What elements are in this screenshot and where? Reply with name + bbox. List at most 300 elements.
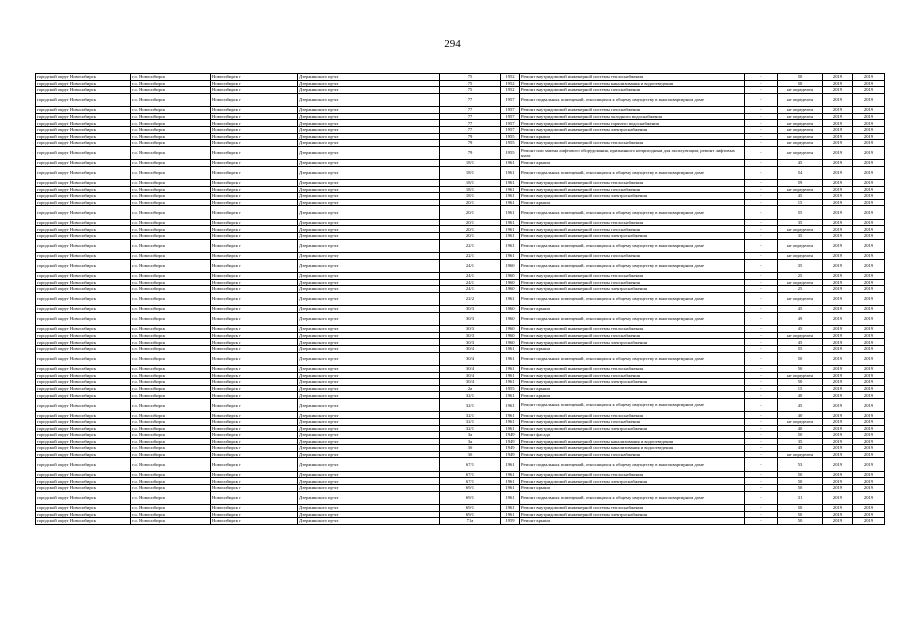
start-year-cell: 2019 [823, 412, 853, 419]
district-cell: городской округ Новосибирск [36, 253, 131, 260]
start-year-cell: 2019 [823, 180, 853, 187]
area-cell: - [745, 451, 778, 458]
end-year-cell: 2019 [853, 412, 885, 419]
build-year-cell: 1955 [501, 385, 520, 392]
table-row [36, 352, 885, 365]
cost-cell: 40 [778, 392, 823, 399]
area-cell: - [745, 392, 778, 399]
work-type-cell: Ремонт крыши [520, 345, 745, 352]
settlement-cell: г.о. Новосибирск [131, 239, 211, 252]
house-number-cell: 75 [440, 80, 501, 87]
district-cell: городской округ Новосибирск [36, 120, 131, 127]
district-cell: городской округ Новосибирск [36, 292, 131, 305]
table-row [36, 425, 885, 432]
start-year-cell: 2019 [823, 259, 853, 272]
street-cell: Дзержинского пр-кт [298, 412, 440, 419]
build-year-cell: 1961 [501, 166, 520, 179]
work-type-cell: Ремонт или замена лифтового оборудования, признанного непригодным для эксплуатации, ремонт лифтовых шахт [520, 146, 745, 159]
settlement-cell: г.о. Новосибирск [131, 180, 211, 187]
settlement-cell: г.о. Новосибирск [131, 511, 211, 518]
settlement-cell: г.о. Новосибирск [131, 458, 211, 471]
build-year-cell: 1949 [501, 451, 520, 458]
district-cell: городской округ Новосибирск [36, 74, 131, 81]
settlement-cell: г.о. Новосибирск [131, 505, 211, 512]
area-cell: - [745, 339, 778, 346]
district-cell: городской округ Новосибирск [36, 379, 131, 386]
end-year-cell: 2019 [853, 505, 885, 512]
city-cell: Новосибирск г [211, 146, 298, 159]
start-year-cell: 2019 [823, 113, 853, 120]
area-cell: - [745, 491, 778, 504]
end-year-cell: 2019 [853, 160, 885, 167]
settlement-cell: г.о. Новосибирск [131, 432, 211, 439]
area-cell: - [745, 87, 778, 94]
work-type-cell: Ремонт внутридомовой инженерной системы газоснабжения [520, 372, 745, 379]
area-cell: - [745, 478, 778, 485]
city-cell: Новосибирск г [211, 279, 298, 286]
city-cell: Новосибирск г [211, 412, 298, 419]
house-number-cell: 32/1 [440, 412, 501, 419]
city-cell: Новосибирск г [211, 398, 298, 411]
work-type-cell: Ремонт внутридомовой инженерной системы электроснабжения [520, 379, 745, 386]
district-cell: городской округ Новосибирск [36, 332, 131, 339]
area-cell: - [745, 193, 778, 200]
start-year-cell: 2019 [823, 392, 853, 399]
build-year-cell: 1957 [501, 126, 520, 133]
settlement-cell: г.о. Новосибирск [131, 485, 211, 492]
district-cell: городской округ Новосибирск [36, 146, 131, 159]
work-type-cell: Ремонт внутридомовой инженерной системы электроснабжения [520, 126, 745, 133]
street-cell: Дзержинского пр-кт [298, 398, 440, 411]
end-year-cell: 2019 [853, 445, 885, 452]
city-cell: Новосибирск г [211, 518, 298, 525]
area-cell: - [745, 239, 778, 252]
house-number-cell: 71а [440, 518, 501, 525]
district-cell: городской округ Новосибирск [36, 425, 131, 432]
table-row [36, 239, 885, 252]
start-year-cell: 2019 [823, 425, 853, 432]
table-row [36, 451, 885, 458]
start-year-cell: 2019 [823, 233, 853, 240]
start-year-cell: 2019 [823, 193, 853, 200]
street-cell: Дзержинского пр-кт [298, 126, 440, 133]
end-year-cell: 2019 [853, 345, 885, 352]
end-year-cell: 2019 [853, 107, 885, 114]
settlement-cell: г.о. Новосибирск [131, 259, 211, 272]
house-number-cell: 77 [440, 113, 501, 120]
end-year-cell: 2019 [853, 259, 885, 272]
city-cell: Новосибирск г [211, 385, 298, 392]
district-cell: городской округ Новосибирск [36, 385, 131, 392]
city-cell: Новосибирск г [211, 126, 298, 133]
end-year-cell: 2019 [853, 332, 885, 339]
start-year-cell: 2019 [823, 491, 853, 504]
cost-cell: не определен [778, 126, 823, 133]
area-cell: - [745, 412, 778, 419]
city-cell: Новосибирск г [211, 133, 298, 140]
table-row [36, 345, 885, 352]
work-type-cell: Ремонт крыши [520, 392, 745, 399]
city-cell: Новосибирск г [211, 345, 298, 352]
cost-cell: не определен [778, 292, 823, 305]
cost-cell: 50 [778, 511, 823, 518]
settlement-cell: г.о. Новосибирск [131, 146, 211, 159]
street-cell: Дзержинского пр-кт [298, 199, 440, 206]
street-cell: Дзержинского пр-кт [298, 518, 440, 525]
build-year-cell: 1961 [501, 345, 520, 352]
district-cell: городской округ Новосибирск [36, 326, 131, 333]
work-type-cell: Ремонт внутридомовой инженерной системы теплоснабжения [520, 140, 745, 147]
start-year-cell: 2019 [823, 485, 853, 492]
house-number-cell: 79 [440, 133, 501, 140]
city-cell: Новосибирск г [211, 233, 298, 240]
start-year-cell: 2019 [823, 166, 853, 179]
cost-cell: 45 [778, 398, 823, 411]
page-number: 294 [444, 38, 461, 50]
settlement-cell: г.о. Новосибирск [131, 518, 211, 525]
street-cell: Дзержинского пр-кт [298, 206, 440, 219]
settlement-cell: г.о. Новосибирск [131, 93, 211, 106]
table-row [36, 379, 885, 386]
cost-cell: не определен [778, 239, 823, 252]
end-year-cell: 2019 [853, 292, 885, 305]
city-cell: Новосибирск г [211, 140, 298, 147]
build-year-cell: 1955 [501, 140, 520, 147]
street-cell: Дзержинского пр-кт [298, 253, 440, 260]
cost-cell: не определен [778, 87, 823, 94]
city-cell: Новосибирск г [211, 120, 298, 127]
end-year-cell: 2019 [853, 166, 885, 179]
city-cell: Новосибирск г [211, 379, 298, 386]
city-cell: Новосибирск г [211, 93, 298, 106]
work-type-cell: Ремонт подвальных помещений, относящихся к общему имуществу в многоквартирном доме [520, 312, 745, 325]
settlement-cell: г.о. Новосибирск [131, 332, 211, 339]
work-type-cell: Ремонт внутридомовой инженерной системы теплоснабжения [520, 505, 745, 512]
work-type-cell: Ремонт крыши [520, 485, 745, 492]
settlement-cell: г.о. Новосибирск [131, 80, 211, 87]
house-number-cell: 79 [440, 140, 501, 147]
house-number-cell: 22/2 [440, 292, 501, 305]
table-row [36, 365, 885, 372]
end-year-cell: 2019 [853, 120, 885, 127]
cost-cell: не определен [778, 332, 823, 339]
district-cell: городской округ Новосибирск [36, 193, 131, 200]
table-row [36, 339, 885, 346]
table-row [36, 146, 885, 159]
table-row [36, 398, 885, 411]
start-year-cell: 2019 [823, 126, 853, 133]
area-cell: - [745, 292, 778, 305]
street-cell: Дзержинского пр-кт [298, 432, 440, 439]
house-number-cell: 67/1 [440, 458, 501, 471]
area-cell: - [745, 365, 778, 372]
district-cell: городской округ Новосибирск [36, 273, 131, 280]
area-cell: - [745, 511, 778, 518]
settlement-cell: г.о. Новосибирск [131, 412, 211, 419]
end-year-cell: 2019 [853, 485, 885, 492]
build-year-cell: 1952 [501, 80, 520, 87]
start-year-cell: 2019 [823, 93, 853, 106]
build-year-cell: 1960 [501, 259, 520, 272]
end-year-cell: 2019 [853, 126, 885, 133]
start-year-cell: 2019 [823, 458, 853, 471]
start-year-cell: 2019 [823, 206, 853, 219]
area-cell: - [745, 206, 778, 219]
start-year-cell: 2019 [823, 107, 853, 114]
table-row [36, 438, 885, 445]
build-year-cell: 1960 [501, 306, 520, 313]
area-cell: - [745, 425, 778, 432]
district-cell: городской округ Новосибирск [36, 199, 131, 206]
street-cell: Дзержинского пр-кт [298, 120, 440, 127]
house-number-cell: 2а [440, 385, 501, 392]
settlement-cell: г.о. Новосибирск [131, 166, 211, 179]
build-year-cell: 1961 [501, 398, 520, 411]
house-number-cell: 30/3 [440, 326, 501, 333]
area-cell: - [745, 286, 778, 293]
work-type-cell: Ремонт подвальных помещений, относящихся к общему имуществу в многоквартирном доме [520, 206, 745, 219]
build-year-cell: 1961 [501, 292, 520, 305]
end-year-cell: 2019 [853, 471, 885, 478]
start-year-cell: 2019 [823, 451, 853, 458]
cost-cell: не определен [778, 93, 823, 106]
work-type-cell: Ремонт внутридомовой инженерной системы электроснабжения [520, 286, 745, 293]
settlement-cell: г.о. Новосибирск [131, 392, 211, 399]
end-year-cell: 2019 [853, 458, 885, 471]
cost-cell: 40 [778, 425, 823, 432]
settlement-cell: г.о. Новосибирск [131, 74, 211, 81]
city-cell: Новосибирск г [211, 438, 298, 445]
table-row [36, 412, 885, 419]
start-year-cell: 2019 [823, 239, 853, 252]
table-row [36, 199, 885, 206]
end-year-cell: 2019 [853, 74, 885, 81]
end-year-cell: 2019 [853, 206, 885, 219]
table-row [36, 93, 885, 106]
house-number-cell: 18/1 [440, 166, 501, 179]
city-cell: Новосибирск г [211, 332, 298, 339]
start-year-cell: 2019 [823, 279, 853, 286]
city-cell: Новосибирск г [211, 166, 298, 179]
build-year-cell: 1961 [501, 505, 520, 512]
settlement-cell: г.о. Новосибирск [131, 140, 211, 147]
cost-cell: 15 [778, 385, 823, 392]
house-number-cell: 79 [440, 146, 501, 159]
cost-cell: 25 [778, 286, 823, 293]
house-number-cell: 22/1 [440, 253, 501, 260]
street-cell: Дзержинского пр-кт [298, 339, 440, 346]
work-type-cell: Ремонт внутридомовой инженерной системы теплоснабжения [520, 326, 745, 333]
area-cell: - [745, 199, 778, 206]
house-number-cell: 32/1 [440, 398, 501, 411]
end-year-cell: 2019 [853, 438, 885, 445]
area-cell: - [745, 93, 778, 106]
work-type-cell: Ремонт внутридомовой инженерной системы канализования и водоотведения [520, 445, 745, 452]
end-year-cell: 2019 [853, 518, 885, 525]
work-type-cell: Ремонт подвальных помещений, относящихся к общему имуществу в многоквартирном доме [520, 292, 745, 305]
house-number-cell: 22/1 [440, 239, 501, 252]
build-year-cell: 1960 [501, 273, 520, 280]
street-cell: Дзержинского пр-кт [298, 458, 440, 471]
street-cell: Дзержинского пр-кт [298, 345, 440, 352]
cost-cell: 55 [778, 345, 823, 352]
work-type-cell: Ремонт внутридомовой инженерной системы канализования и водоотведения [520, 438, 745, 445]
street-cell: Дзержинского пр-кт [298, 306, 440, 313]
table-row [36, 226, 885, 233]
start-year-cell: 2019 [823, 511, 853, 518]
cost-cell: 25 [778, 273, 823, 280]
settlement-cell: г.о. Новосибирск [131, 385, 211, 392]
table-row [36, 206, 885, 219]
start-year-cell: 2019 [823, 398, 853, 411]
city-cell: Новосибирск г [211, 352, 298, 365]
table-row [36, 166, 885, 179]
build-year-cell: 1961 [501, 392, 520, 399]
work-type-cell: Ремонт крыши [520, 385, 745, 392]
city-cell: Новосибирск г [211, 107, 298, 114]
area-cell: - [745, 352, 778, 365]
cost-cell: не определен [778, 120, 823, 127]
work-type-cell: Ремонт подвальных помещений, относящихся к общему имуществу в многоквартирном доме [520, 166, 745, 179]
cost-cell: не определен [778, 418, 823, 425]
settlement-cell: г.о. Новосибирск [131, 226, 211, 233]
area-cell: - [745, 259, 778, 272]
settlement-cell: г.о. Новосибирск [131, 286, 211, 293]
build-year-cell: 1961 [501, 372, 520, 379]
street-cell: Дзержинского пр-кт [298, 193, 440, 200]
end-year-cell: 2019 [853, 418, 885, 425]
house-number-cell: 30/3 [440, 306, 501, 313]
start-year-cell: 2019 [823, 345, 853, 352]
house-number-cell: 30/4 [440, 379, 501, 386]
table-row [36, 478, 885, 485]
house-number-cell: 32/1 [440, 392, 501, 399]
cost-cell: 54 [778, 166, 823, 179]
work-type-cell: Ремонт подвальных помещений, относящихся к общему имуществу в многоквартирном доме [520, 352, 745, 365]
district-cell: городской округ Новосибирск [36, 505, 131, 512]
street-cell: Дзержинского пр-кт [298, 326, 440, 333]
cost-cell: 50 [778, 365, 823, 372]
house-number-cell: 30/4 [440, 372, 501, 379]
start-year-cell: 2019 [823, 80, 853, 87]
start-year-cell: 2019 [823, 418, 853, 425]
build-year-cell: 1961 [501, 485, 520, 492]
work-type-cell: Ремонт внутридомовой инженерной системы электроснабжения [520, 425, 745, 432]
start-year-cell: 2019 [823, 186, 853, 193]
start-year-cell: 2019 [823, 326, 853, 333]
district-cell: городской округ Новосибирск [36, 392, 131, 399]
house-number-cell: 69/1 [440, 511, 501, 518]
district-cell: городской округ Новосибирск [36, 219, 131, 226]
build-year-cell: 1961 [501, 491, 520, 504]
house-number-cell: 18/1 [440, 193, 501, 200]
street-cell: Дзержинского пр-кт [298, 372, 440, 379]
build-year-cell: 1961 [501, 233, 520, 240]
street-cell: Дзержинского пр-кт [298, 180, 440, 187]
house-number-cell: 3б [440, 451, 501, 458]
work-type-cell: Ремонт подвальных помещений, относящихся к общему имуществу в многоквартирном доме [520, 398, 745, 411]
area-cell: - [745, 505, 778, 512]
table-row [36, 107, 885, 114]
start-year-cell: 2019 [823, 292, 853, 305]
work-type-cell: Ремонт внутридомовой инженерной системы газоснабжения [520, 253, 745, 260]
table-row [36, 253, 885, 260]
table-row [36, 286, 885, 293]
settlement-cell: г.о. Новосибирск [131, 193, 211, 200]
street-cell: Дзержинского пр-кт [298, 146, 440, 159]
cost-cell: 59 [778, 180, 823, 187]
build-year-cell: 1957 [501, 120, 520, 127]
street-cell: Дзержинского пр-кт [298, 438, 440, 445]
settlement-cell: г.о. Новосибирск [131, 312, 211, 325]
street-cell: Дзержинского пр-кт [298, 352, 440, 365]
city-cell: Новосибирск г [211, 511, 298, 518]
table-row [36, 445, 885, 452]
end-year-cell: 2019 [853, 186, 885, 193]
area-cell: - [745, 518, 778, 525]
city-cell: Новосибирск г [211, 478, 298, 485]
area-cell: - [745, 279, 778, 286]
city-cell: Новосибирск г [211, 273, 298, 280]
build-year-cell: 1960 [501, 332, 520, 339]
settlement-cell: г.о. Новосибирск [131, 253, 211, 260]
house-number-cell: 18/1 [440, 186, 501, 193]
street-cell: Дзержинского пр-кт [298, 471, 440, 478]
city-cell: Новосибирск г [211, 339, 298, 346]
table-row [36, 74, 885, 81]
work-type-cell: Ремонт внутридомовой инженерной системы газоснабжения [520, 451, 745, 458]
settlement-cell: г.о. Новосибирск [131, 372, 211, 379]
table-row [36, 485, 885, 492]
city-cell: Новосибирск г [211, 432, 298, 439]
build-year-cell: 1949 [501, 432, 520, 439]
house-number-cell: 20/1 [440, 226, 501, 233]
street-cell: Дзержинского пр-кт [298, 292, 440, 305]
cost-cell: 49 [778, 312, 823, 325]
district-cell: городской округ Новосибирск [36, 491, 131, 504]
house-number-cell: 67/1 [440, 471, 501, 478]
work-type-cell: Ремонт внутридомовой инженерной системы теплоснабжения [520, 219, 745, 226]
start-year-cell: 2019 [823, 445, 853, 452]
table-row [36, 458, 885, 471]
cost-cell: 45 [778, 339, 823, 346]
start-year-cell: 2019 [823, 385, 853, 392]
city-cell: Новосибирск г [211, 471, 298, 478]
settlement-cell: г.о. Новосибирск [131, 126, 211, 133]
table-row [36, 392, 885, 399]
table-row [36, 279, 885, 286]
end-year-cell: 2019 [853, 365, 885, 372]
settlement-cell: г.о. Новосибирск [131, 120, 211, 127]
settlement-cell: г.о. Новосибирск [131, 478, 211, 485]
street-cell: Дзержинского пр-кт [298, 160, 440, 167]
area-cell: - [745, 74, 778, 81]
city-cell: Новосибирск г [211, 451, 298, 458]
work-type-cell: Ремонт внутридомовой инженерной системы теплоснабжения [520, 365, 745, 372]
house-number-cell: 69/1 [440, 491, 501, 504]
house-number-cell: 69/1 [440, 485, 501, 492]
start-year-cell: 2019 [823, 478, 853, 485]
house-number-cell: 77 [440, 93, 501, 106]
area-cell: - [745, 372, 778, 379]
table-row [36, 385, 885, 392]
cost-cell: 50 [778, 80, 823, 87]
settlement-cell: г.о. Новосибирск [131, 219, 211, 226]
settlement-cell: г.о. Новосибирск [131, 398, 211, 411]
house-number-cell: 18/1 [440, 180, 501, 187]
table-row [36, 160, 885, 167]
street-cell: Дзержинского пр-кт [298, 186, 440, 193]
